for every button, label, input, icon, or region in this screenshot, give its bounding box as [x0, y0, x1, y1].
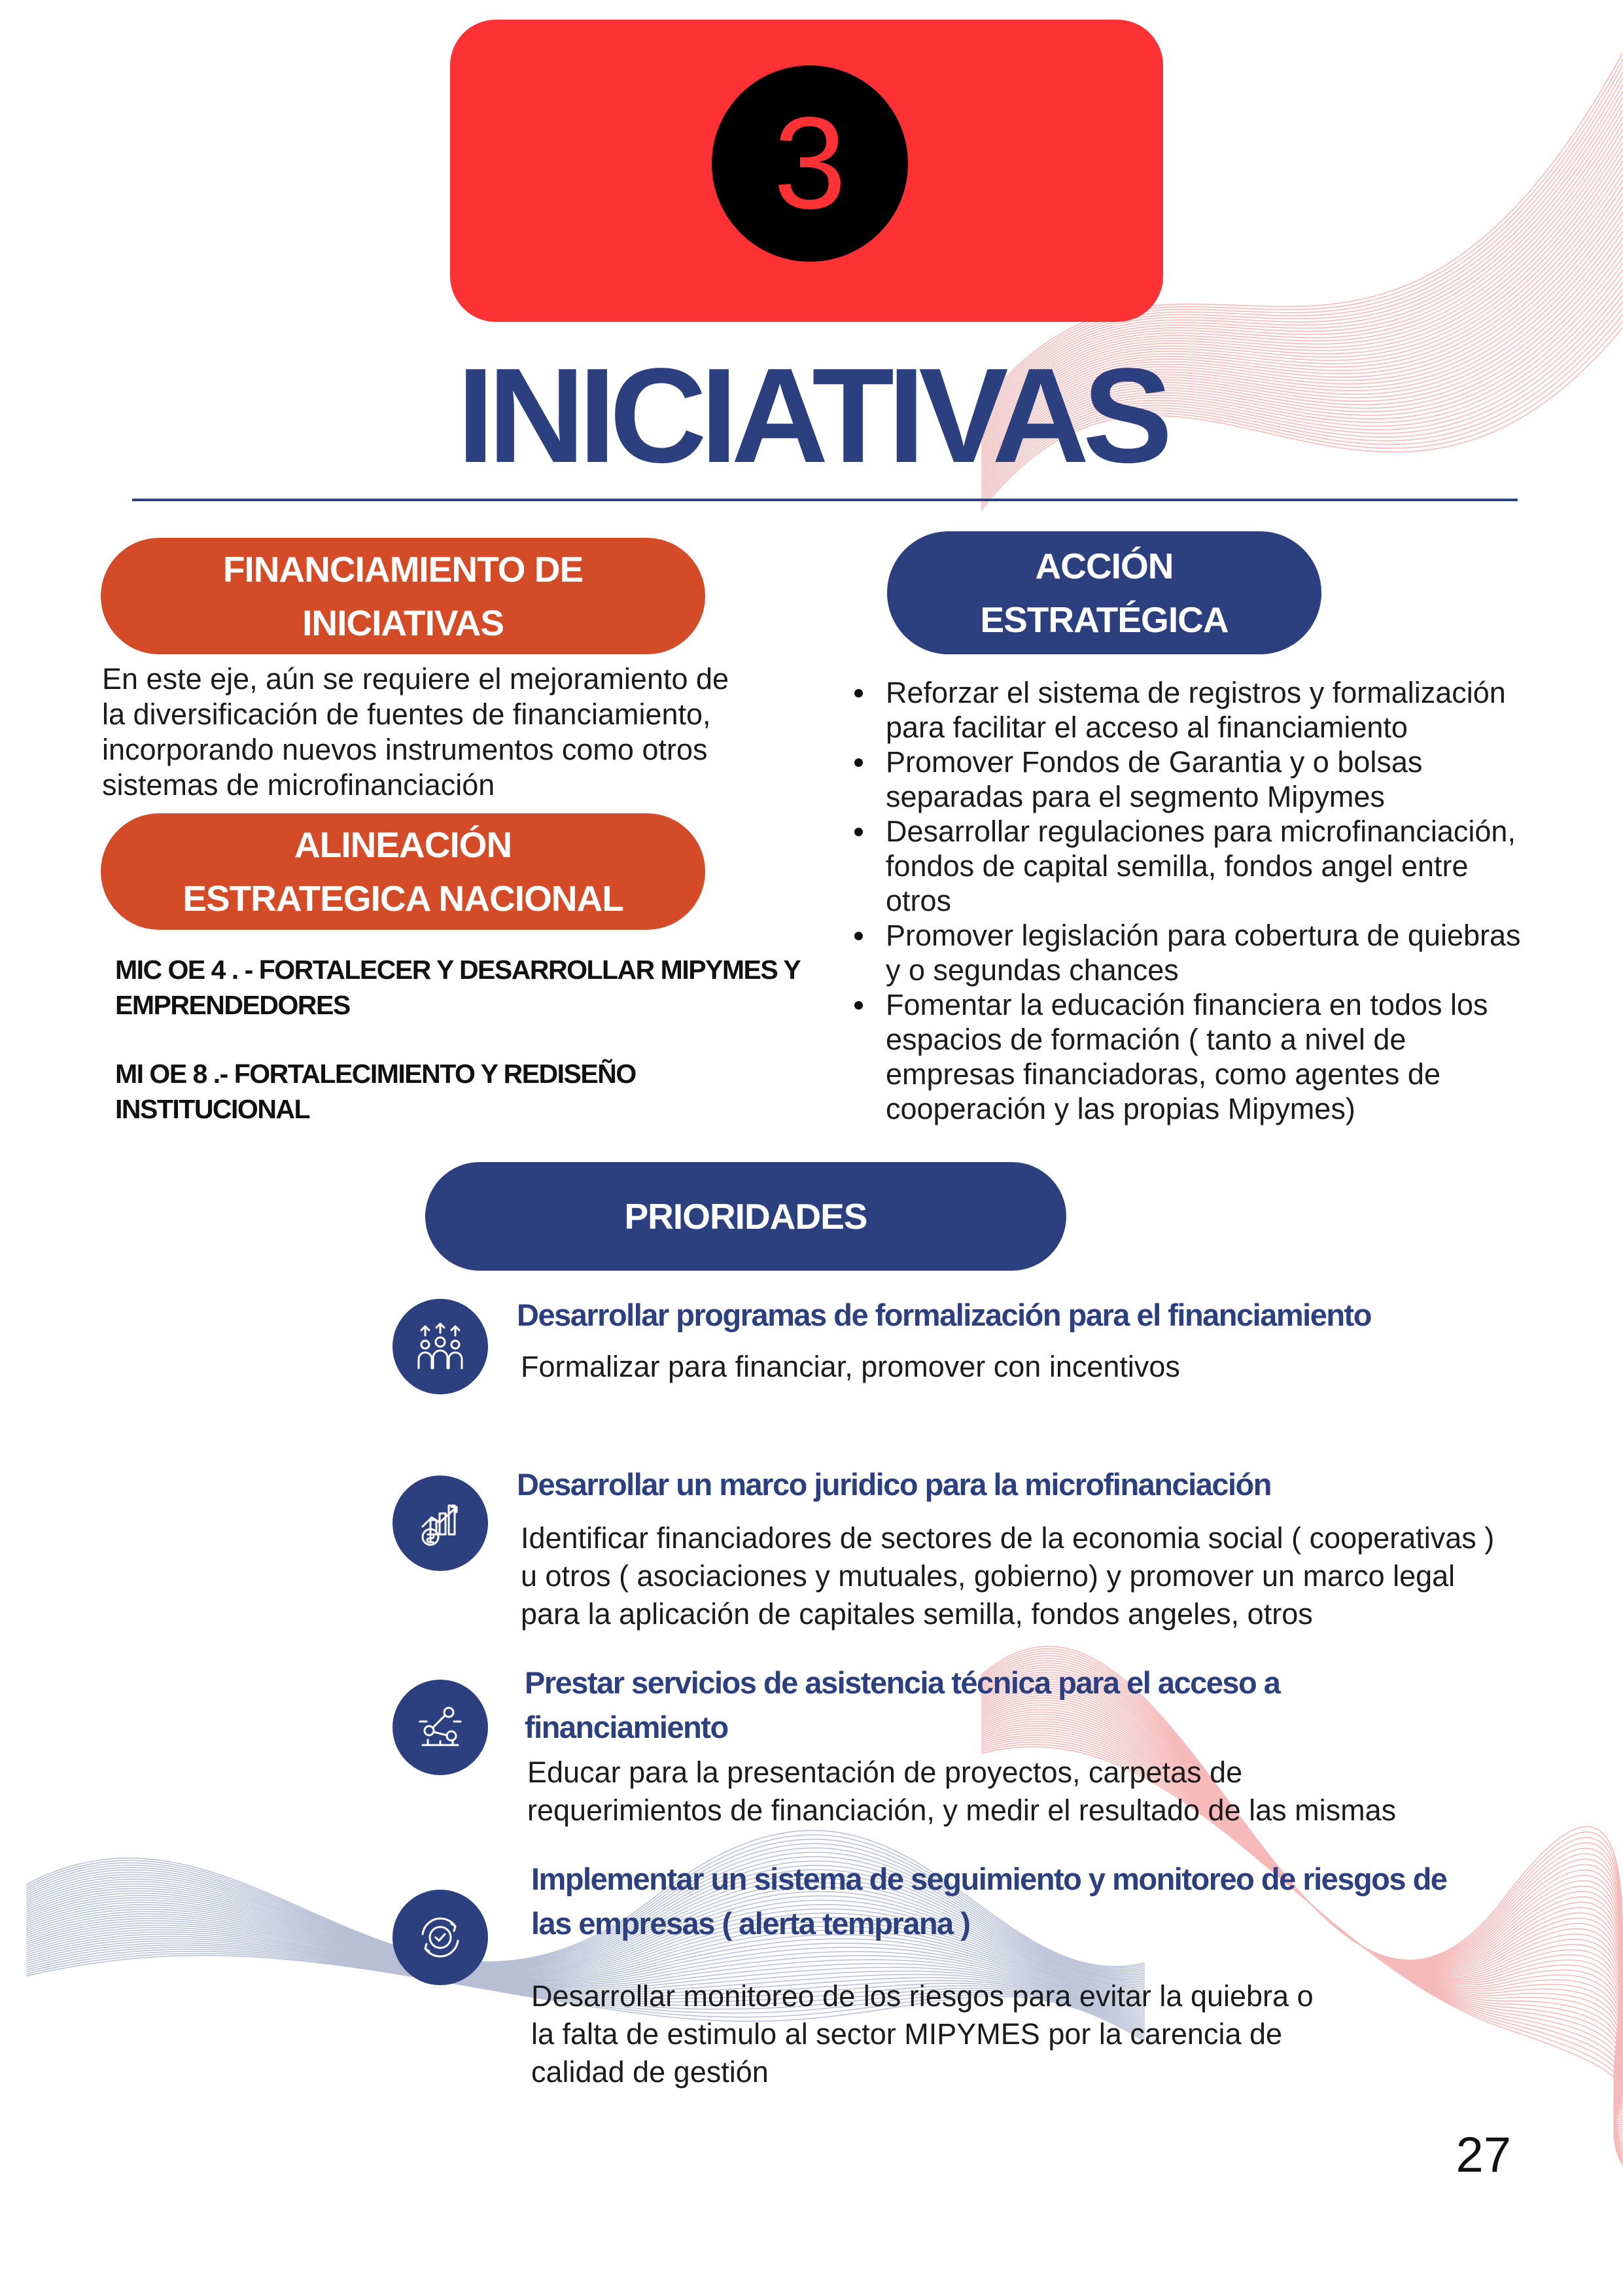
item-line: otros — [886, 884, 952, 917]
accion-estrategica-label — [887, 531, 1321, 654]
item-line: y o segundas chances — [886, 953, 1179, 987]
objective-line: MI OE 8 .- FORTALECIMIENTO Y REDISEÑO — [115, 1059, 636, 1089]
description-line: calidad de gestión — [531, 2055, 769, 2089]
objective-mi-oe8 — [115, 1056, 848, 1127]
title-line: Prestar servicios de asistencia técnica para el acceso a — [525, 1665, 1280, 1700]
title-line: Desarrollar un marco juridico para la microfinanciación — [517, 1467, 1271, 1502]
item-line: Desarrollar regulaciones para microfinanciación, — [886, 815, 1516, 848]
section-number: 3 — [712, 65, 908, 262]
item-line: empresas financiadoras, como agentes de — [886, 1057, 1440, 1091]
description-line: incorporando nuevos instrumentos como otros — [102, 733, 708, 766]
item-line: cooperación y las propias Mipymes) — [886, 1092, 1355, 1125]
list-item — [848, 987, 1561, 1126]
bullet-icon — [854, 1001, 863, 1010]
item-line: Promover Fondos de Garantia y o bolsas — [886, 745, 1423, 779]
team-growth-icon — [393, 1299, 488, 1394]
description-line: En este eje, aún se requiere el mejoramiento de — [102, 662, 729, 696]
bullet-icon — [854, 828, 863, 836]
list-item — [848, 675, 1561, 745]
item-line: espacios de formación ( tanto a nivel de — [886, 1023, 1406, 1056]
finance-chart-icon — [393, 1475, 488, 1571]
title-line: Implementar un sistema de seguimiento y monitoreo de riesgos de — [531, 1862, 1447, 1896]
description-line: Desarrollar monitoreo de los riesgos para evitar la quiebra o — [531, 1979, 1314, 2013]
priority-description — [521, 1519, 1600, 1633]
bullet-icon — [854, 689, 863, 698]
bullet-icon — [854, 758, 863, 767]
accion-label-line2: ESTRATÉGICA — [980, 599, 1229, 640]
item-line: Promover legislación para cobertura de quiebras — [886, 919, 1521, 952]
priority-title — [525, 1661, 1604, 1750]
objective-line: MIC OE 4 . - FORTALECER Y DESARROLLAR MIPYMES Y — [115, 955, 801, 985]
objective-mic-oe4 — [115, 952, 848, 1023]
priority-description — [531, 1977, 1611, 2091]
item-line: para facilitar el acceso al financiamiento — [886, 711, 1408, 744]
page-number: 27 — [1456, 2127, 1511, 2183]
risk-monitor-icon — [393, 1890, 488, 1985]
title-line: Desarrollar programas de formalización para el financiamiento — [517, 1298, 1371, 1332]
item-line: Fomentar la educación financiera en todos los — [886, 988, 1488, 1021]
description-line: la diversificación de fuentes de financiamiento, — [102, 698, 711, 731]
accion-label-line1: ACCIÓN — [1035, 546, 1174, 586]
list-item — [848, 814, 1561, 918]
bullet-icon — [854, 932, 863, 940]
objective-line: INSTITUCIONAL — [115, 1094, 310, 1124]
page-title: INICIATIVAS — [457, 340, 1166, 491]
description-line: para la aplicación de capitales semilla, fondos angeles, otros — [521, 1597, 1313, 1631]
priority-title — [517, 1462, 1596, 1507]
financiamiento-label-line2: INICIATIVAS — [302, 603, 504, 643]
financiamiento-label — [101, 538, 705, 654]
list-item — [848, 745, 1561, 814]
title-line: financiamiento — [525, 1710, 728, 1744]
item-line: separadas para el segmento Mipymes — [886, 780, 1385, 813]
priority-description — [521, 1348, 1600, 1386]
item-line: fondos de capital semilla, fondos angel entre — [886, 849, 1469, 883]
accion-estrategica-list — [848, 675, 1561, 1126]
description-line: Identificar financiadores de sectores de la economia social ( cooperativas ) — [521, 1521, 1495, 1555]
description-line: Educar para la presentación de proyectos, carpetas de — [527, 1756, 1243, 1789]
priority-title — [531, 1857, 1611, 1946]
description-line: la falta de estimulo al sector MIPYMES por la carencia de — [531, 2017, 1283, 2051]
objective-line: EMPRENDEDORES — [115, 990, 350, 1020]
list-item — [848, 918, 1561, 987]
priority-description — [527, 1754, 1607, 1829]
title-line: las empresas ( alerta temprana ) — [531, 1906, 970, 1941]
alineacion-label — [101, 813, 705, 930]
title-divider — [132, 499, 1518, 501]
alineacion-label-line1: ALINEACIÓN — [294, 824, 512, 865]
description-line: requerimientos de financiación, y medir el resultado de las mismas — [527, 1793, 1397, 1827]
description-line: Formalizar para financiar, promover con incentivos — [521, 1350, 1180, 1383]
financiamiento-label-line1: FINANCIAMIENTO DE — [222, 549, 584, 590]
description-line: sistemas de microfinanciación — [102, 768, 495, 802]
alineacion-label-line2: ESTRATEGICA NACIONAL — [183, 878, 623, 919]
priority-title — [517, 1293, 1596, 1337]
financiamiento-description — [102, 662, 769, 803]
item-line: Reforzar el sistema de registros y formalización — [886, 676, 1506, 709]
prioridades-label: PRIORIDADES — [425, 1162, 1066, 1271]
description-line: u otros ( asociaciones y mutuales, gobierno) y promover un marco legal — [521, 1559, 1456, 1593]
network-support-icon — [393, 1680, 488, 1775]
